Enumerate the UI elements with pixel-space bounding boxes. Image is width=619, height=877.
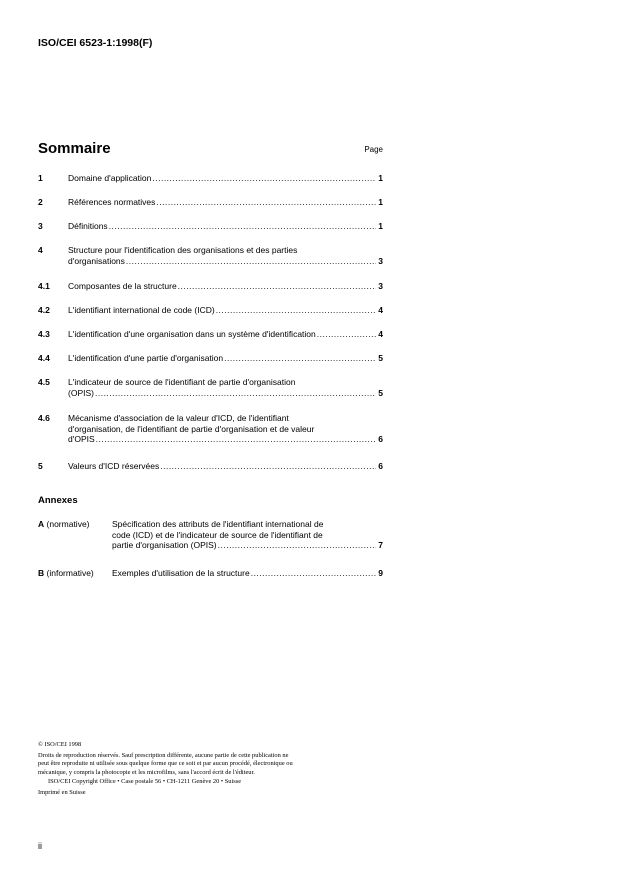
dot-leader bbox=[152, 173, 376, 184]
page-number: ii bbox=[38, 841, 42, 851]
entry-page-number: 3 bbox=[378, 281, 383, 291]
entry-page-number: 4 bbox=[378, 329, 383, 339]
entry-text-line: L'identifiant international de code (ICD) bbox=[68, 305, 215, 315]
entry-text-line: Structure pour l'identification des organisations et des parties bbox=[68, 245, 298, 255]
entry-text-line: Spécification des attributs de l'identifiant international de bbox=[112, 519, 324, 529]
rights-line-2: peut être reproduite ni utilisée sous quelque forme que ce soit et par aucun procédé, électronique ou bbox=[38, 760, 293, 768]
dot-leader bbox=[178, 281, 376, 292]
entry-number: 4.2 bbox=[38, 305, 50, 315]
entry-text-line: Valeurs d'ICD réservées bbox=[68, 461, 160, 471]
entry-page-number: 9 bbox=[378, 568, 383, 578]
entry-text-line: (OPIS) bbox=[68, 387, 94, 398]
annex-type: (informative) bbox=[46, 568, 94, 578]
annex-label bbox=[38, 568, 94, 579]
entry-page-number: 6 bbox=[378, 434, 383, 444]
entry-number: 4.1 bbox=[38, 281, 50, 291]
dot-leader bbox=[96, 434, 376, 445]
entry-number: 4.4 bbox=[38, 353, 50, 363]
annexes-title: Annexes bbox=[38, 495, 78, 506]
entry-page-number: 1 bbox=[378, 173, 383, 183]
entry-number: 2 bbox=[38, 197, 43, 207]
dot-leader bbox=[160, 461, 376, 472]
entry-page-number: 5 bbox=[378, 353, 383, 363]
document-id: ISO/CEI 6523-1:1998(F) bbox=[38, 37, 153, 49]
dot-leader bbox=[109, 221, 376, 232]
entry-page-number: 5 bbox=[378, 387, 383, 398]
entry-page-number: 1 bbox=[378, 221, 383, 231]
entry-number: 5 bbox=[38, 461, 43, 471]
annex-letter: A bbox=[38, 519, 45, 529]
entry-page-number: 7 bbox=[378, 540, 383, 550]
entry-number: 3 bbox=[38, 221, 43, 231]
dot-leader bbox=[216, 305, 376, 316]
entry-text-line: d'organisation, de l'identifiant de partie d'organisation et de valeur bbox=[68, 423, 315, 434]
copyright-office: ISO/CEI Copyright Office • Case postale 56 • CH-1211 Genève 20 • Suisse bbox=[48, 777, 242, 785]
entry-page-number: 4 bbox=[378, 305, 383, 315]
entry-text-line: Domaine d'application bbox=[68, 173, 152, 183]
printed-in: Imprimé en Suisse bbox=[38, 789, 86, 797]
toc-title: Sommaire bbox=[38, 140, 111, 157]
entry-text-line: L'identification d'une organisation dans un système d'identification bbox=[68, 329, 316, 339]
entry-number: 4 bbox=[38, 245, 43, 255]
entry-text-line: Définitions bbox=[68, 221, 108, 231]
entry-text-line: partie d'organisation (OPIS) bbox=[112, 540, 217, 550]
rights-line-1: Droits de reproduction réservés. Sauf prescription différente, aucune partie de cette publication ne bbox=[38, 752, 289, 760]
entry-number: 4.6 bbox=[38, 413, 50, 423]
rights-line-3: mécanique, y compris la photocopie et les microfilms, sans l'accord écrit de l'éditeur. bbox=[38, 768, 255, 776]
annex-letter: B bbox=[38, 568, 45, 578]
dot-leader bbox=[156, 197, 376, 208]
entry-text-line: d'organisations bbox=[68, 255, 125, 266]
dot-leader bbox=[126, 256, 376, 267]
entry-number: 4.5 bbox=[38, 377, 50, 387]
entry-text-line: Exemples d'utilisation de la structure bbox=[112, 568, 250, 578]
copyright-notice bbox=[38, 741, 383, 797]
dot-leader bbox=[95, 388, 376, 399]
entry-number: 4.3 bbox=[38, 329, 50, 339]
entry-text-line: Composantes de la structure bbox=[68, 281, 177, 291]
dot-leader bbox=[317, 329, 376, 340]
dot-leader bbox=[224, 353, 376, 364]
entry-text-line: d'OPIS bbox=[68, 434, 95, 444]
entry-page-number: 1 bbox=[378, 197, 383, 207]
dot-leader bbox=[251, 568, 376, 579]
entry-text-line: Mécanisme d'association de la valeur d'ICD, de l'identifiant bbox=[68, 413, 289, 423]
entry-text-line: L'indicateur de source de l'identifiant de partie d'organisation bbox=[68, 377, 296, 387]
annex-type: (normative) bbox=[46, 519, 90, 529]
entry-text-line: Références normatives bbox=[68, 197, 156, 207]
copyright-line: © ISO/CEI 1998 bbox=[38, 741, 82, 748]
annex-label bbox=[38, 519, 90, 530]
page-column-label: Page bbox=[364, 145, 383, 154]
entry-text-line: L'identification d'une partie d'organisation bbox=[68, 353, 224, 363]
entry-page-number: 3 bbox=[378, 255, 383, 266]
entry-text-line: code (ICD) et de l'indicateur de source de l'identifiant de bbox=[112, 529, 323, 540]
entry-number: 1 bbox=[38, 173, 43, 183]
dot-leader bbox=[218, 540, 376, 551]
entry-page-number: 6 bbox=[378, 461, 383, 471]
